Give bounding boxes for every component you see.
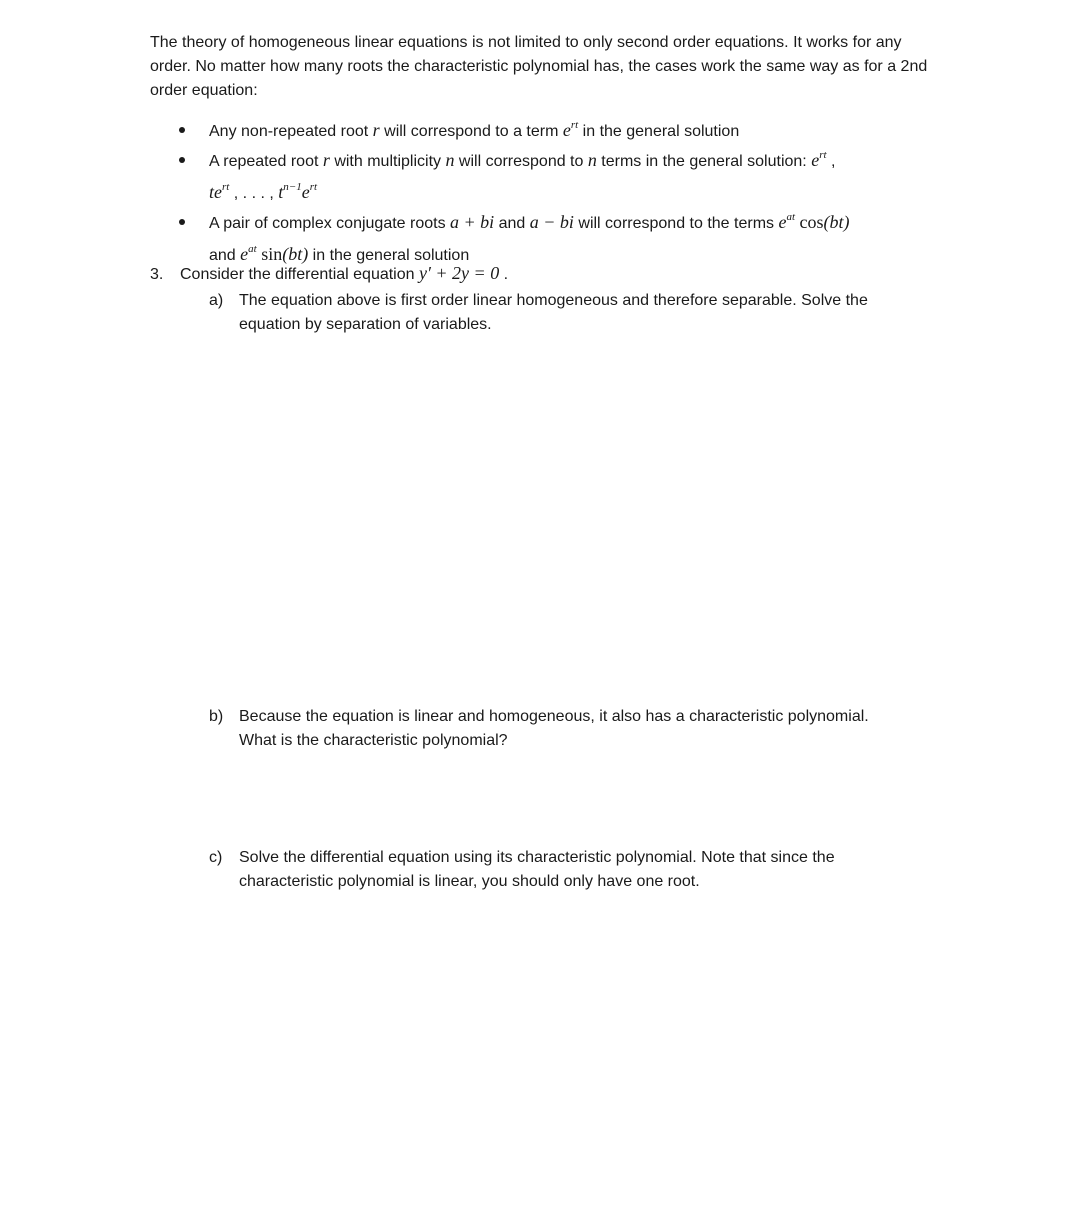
part-a-label: a) <box>209 292 224 309</box>
question-3: 3. Consider the differential equation y′ + 2y = 0 . <box>150 261 930 287</box>
rule-complex-roots: A pair of complex conjugate roots a + bi and a − bi will correspond to the terms $e^{at}$ cos(bt) and $e^{at}$ sin(bt) in the general solution <box>150 210 930 268</box>
part-b-text: Because the equation is linear and homogeneous, it also has a characteristic polynomial. What is the characteristic polynomial? <box>239 708 869 749</box>
complex-roots-continuation: and $e^{at}$ sin(bt) in the general solution <box>209 243 470 264</box>
question-equation: y′ + 2y = 0 <box>418 263 500 283</box>
part-a-text: The equation above is first order linear homogeneous and therefore separable. Solve the equation by separation of variables. <box>239 292 868 333</box>
bullet-dot-icon <box>179 127 185 133</box>
rule-repeated-root: A repeated root r with multiplicity n will correspond to n terms in the general solution: $e^{rt}$ , $te^{rt}$ , . . . , $t^{n-1}e^{rt}$ <box>150 148 930 206</box>
part-c-text: Solve the differential equation using its characteristic polynomial. Note that since the characteristic polynomial is linear, you should only have one root. <box>239 849 835 890</box>
rule-non-repeated-root: Any non-repeated root r will correspond to a term $e^{rt}$ in the general solution <box>150 118 930 144</box>
bullet-dot-icon <box>179 157 185 163</box>
intro-paragraph: The theory of homogeneous linear equations is not limited to only second order equations. It works for any order. No matter how many roots the characteristic polynomial has, the cases work the same way as for a 2nd order equation: <box>150 34 928 99</box>
repeated-root-terms: $te^{rt}$ , . . . , $t^{n-1}e^{rt}$ <box>209 181 318 202</box>
rules-list <box>150 118 930 272</box>
part-c <box>209 846 909 894</box>
bullet-dot-icon <box>179 219 185 225</box>
question-text: Consider the differential equation <box>180 266 419 283</box>
part-a <box>209 289 909 337</box>
question-number: 3. <box>150 266 164 283</box>
part-c-label: c) <box>209 849 223 866</box>
part-b <box>209 705 909 753</box>
part-b-label: b) <box>209 708 224 725</box>
